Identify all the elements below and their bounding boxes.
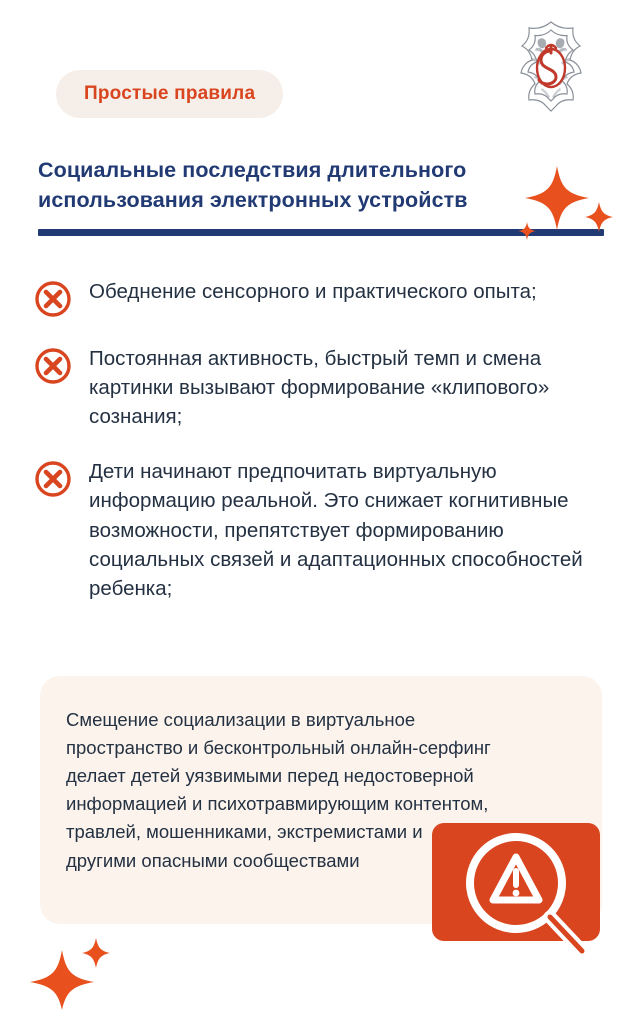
sparkle-decoration-bottom [20, 920, 140, 1010]
note-text: Смещение социализации в виртуальное пространство и бесконтрольный онлайн-серфинг делает детей уязвимыми перед недостоверной информацией и психотравмирующим контентом, травлей, мошенниками, экстремистами и другими опасными сообществами [66, 709, 491, 871]
badge-simple-rules [56, 70, 283, 118]
cross-circle-icon [34, 347, 72, 385]
page-title: Социальные последствия длительного использования электронных устройств [38, 158, 468, 213]
list-item-text: Постоянная активность, быстрый темп и смена картинки вызывают формирование «клипового» сознания; [89, 347, 550, 429]
cross-circle-icon [34, 460, 72, 498]
badge-label: Простые правила [84, 83, 256, 104]
title-block [38, 155, 604, 236]
cross-circle-icon [34, 280, 72, 318]
warning-magnifier-icon [432, 823, 632, 973]
russian-coat-of-arms-medical-emblem-icon [508, 18, 594, 114]
title-divider [38, 229, 604, 236]
consequences-list [34, 277, 614, 629]
list-item [34, 457, 614, 603]
list-item-text: Обеднение сенсорного и практического опыта; [89, 280, 537, 303]
list-item [34, 344, 614, 431]
list-item [34, 277, 614, 318]
list-item-text: Дети начинают предпочитать виртуальную информацию реальной. Это снижает когнитивные возможности, препятствует формированию социальных связей и адаптационных способностей ребенка; [89, 460, 583, 600]
